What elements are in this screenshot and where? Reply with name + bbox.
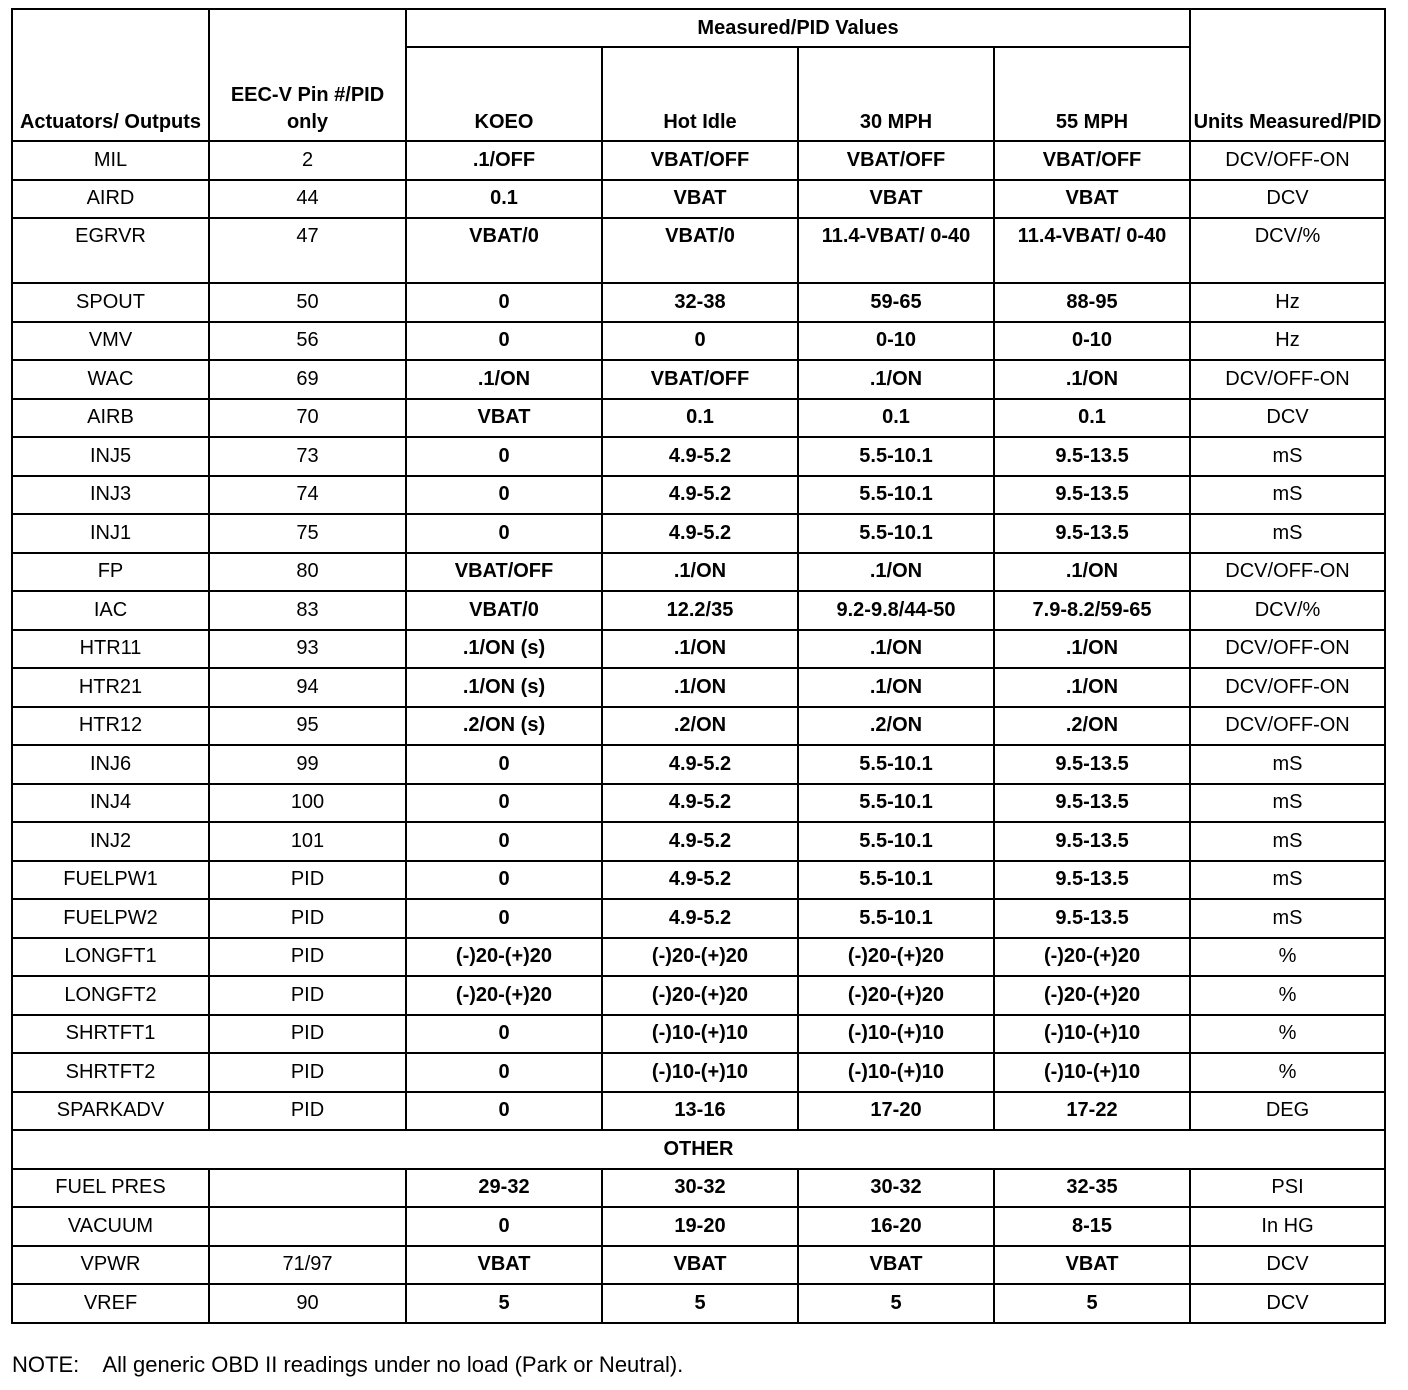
table-row	[12, 1015, 1385, 1054]
measured-value: 0	[406, 861, 602, 900]
pin-value: PID	[209, 938, 406, 977]
actuator-name: VMV	[12, 322, 209, 361]
pin-value: 90	[209, 1284, 406, 1323]
measured-value: 9.5-13.5	[994, 476, 1190, 515]
table-row	[12, 180, 1385, 219]
units-value: DCV	[1190, 1284, 1385, 1323]
measured-value: .1/ON	[602, 553, 798, 592]
measured-value: 5	[602, 1284, 798, 1323]
header-measured-group: Measured/PID Values	[406, 9, 1190, 47]
table-row	[12, 899, 1385, 938]
measured-value: 0	[406, 283, 602, 322]
units-value: mS	[1190, 476, 1385, 515]
table-row	[12, 514, 1385, 553]
measured-value: 0	[406, 899, 602, 938]
measured-value: 7.9-8.2/59-65	[994, 591, 1190, 630]
units-value: DEG	[1190, 1092, 1385, 1131]
actuator-name: INJ4	[12, 784, 209, 823]
measured-value: 4.9-5.2	[602, 861, 798, 900]
measured-value: 0	[406, 822, 602, 861]
header-actuators: Actuators/ Outputs	[12, 9, 209, 141]
actuator-name: SHRTFT2	[12, 1053, 209, 1092]
table-row	[12, 630, 1385, 669]
measured-value: VBAT	[406, 399, 602, 438]
measured-value: 0	[406, 745, 602, 784]
measured-value: .1/ON	[798, 360, 994, 399]
pin-value: 56	[209, 322, 406, 361]
actuator-name: WAC	[12, 360, 209, 399]
units-value: mS	[1190, 784, 1385, 823]
measured-value: .2/ON	[798, 707, 994, 746]
pin-value: 71/97	[209, 1246, 406, 1285]
actuator-name: AIRB	[12, 399, 209, 438]
measured-value: 9.5-13.5	[994, 745, 1190, 784]
units-value: DCV/OFF-ON	[1190, 553, 1385, 592]
table-row	[12, 283, 1385, 322]
table-row	[12, 938, 1385, 977]
units-value: DCV/OFF-ON	[1190, 707, 1385, 746]
measured-value: 11.4-VBAT/ 0-40	[994, 218, 1190, 283]
units-value: %	[1190, 976, 1385, 1015]
measured-value: .2/ON	[994, 707, 1190, 746]
table-row	[12, 861, 1385, 900]
measured-value: (-)20-(+)20	[798, 976, 994, 1015]
units-value: %	[1190, 1015, 1385, 1054]
measured-value: 4.9-5.2	[602, 899, 798, 938]
table-row	[12, 745, 1385, 784]
actuator-name: SPOUT	[12, 283, 209, 322]
measured-value: (-)10-(+)10	[994, 1015, 1190, 1054]
pin-value	[209, 1207, 406, 1246]
units-value: DCV/%	[1190, 591, 1385, 630]
spec-table	[11, 8, 1386, 1324]
measured-value: .1/ON	[994, 630, 1190, 669]
measured-value: .1/OFF	[406, 141, 602, 180]
measured-value: 4.9-5.2	[602, 514, 798, 553]
measured-value: 29-32	[406, 1169, 602, 1208]
measured-value: VBAT	[798, 180, 994, 219]
measured-value: (-)20-(+)20	[406, 976, 602, 1015]
measured-value: 30-32	[602, 1169, 798, 1208]
measured-value: 30-32	[798, 1169, 994, 1208]
measured-value: 5.5-10.1	[798, 822, 994, 861]
measured-value: 5.5-10.1	[798, 899, 994, 938]
measured-value: .1/ON (s)	[406, 668, 602, 707]
measured-value: VBAT	[602, 1246, 798, 1285]
measured-value: .2/ON (s)	[406, 707, 602, 746]
actuator-name: FUELPW2	[12, 899, 209, 938]
units-value: DCV	[1190, 399, 1385, 438]
measured-value: 32-38	[602, 283, 798, 322]
measured-value: VBAT/0	[602, 218, 798, 283]
actuator-name: FUEL PRES	[12, 1169, 209, 1208]
header-koeo: KOEO	[406, 47, 602, 141]
measured-value: 0	[406, 476, 602, 515]
measured-value: 0-10	[994, 322, 1190, 361]
pin-value: 73	[209, 437, 406, 476]
measured-value: .1/ON	[798, 668, 994, 707]
measured-value: 5.5-10.1	[798, 476, 994, 515]
units-value: mS	[1190, 437, 1385, 476]
measured-value: 4.9-5.2	[602, 437, 798, 476]
measured-value: 0	[406, 322, 602, 361]
measured-value: VBAT/0	[406, 218, 602, 283]
pin-value: 2	[209, 141, 406, 180]
actuator-name: SPARKADV	[12, 1092, 209, 1131]
pin-value: PID	[209, 1053, 406, 1092]
measured-value: 13-16	[602, 1092, 798, 1131]
measured-value: 5.5-10.1	[798, 784, 994, 823]
measured-value: (-)10-(+)10	[798, 1053, 994, 1092]
table-body	[12, 141, 1385, 1323]
measured-value: (-)20-(+)20	[602, 938, 798, 977]
measured-value: VBAT/OFF	[798, 141, 994, 180]
measured-value: 9.5-13.5	[994, 784, 1190, 823]
table-row	[12, 437, 1385, 476]
measured-value: 0.1	[798, 399, 994, 438]
pin-value: PID	[209, 899, 406, 938]
measured-value: VBAT/OFF	[994, 141, 1190, 180]
units-value: DCV	[1190, 1246, 1385, 1285]
table-row	[12, 1169, 1385, 1208]
pin-value: 80	[209, 553, 406, 592]
table-row	[12, 218, 1385, 283]
actuator-name: MIL	[12, 141, 209, 180]
measured-value: (-)20-(+)20	[994, 938, 1190, 977]
actuator-name: LONGFT1	[12, 938, 209, 977]
measured-value: .1/ON	[406, 360, 602, 399]
units-value: DCV/OFF-ON	[1190, 668, 1385, 707]
measured-value: VBAT/OFF	[406, 553, 602, 592]
actuator-name: FUELPW1	[12, 861, 209, 900]
units-value: DCV/OFF-ON	[1190, 630, 1385, 669]
pin-value: 74	[209, 476, 406, 515]
pin-value: PID	[209, 976, 406, 1015]
pin-value: 50	[209, 283, 406, 322]
actuator-name: AIRD	[12, 180, 209, 219]
measured-value: 5	[798, 1284, 994, 1323]
table-row	[12, 1092, 1385, 1131]
measured-value: 0.1	[994, 399, 1190, 438]
measured-value: 0	[406, 1207, 602, 1246]
measured-value: 5.5-10.1	[798, 514, 994, 553]
measured-value: 5.5-10.1	[798, 745, 994, 784]
measured-value: 9.5-13.5	[994, 822, 1190, 861]
measured-value: VBAT	[994, 180, 1190, 219]
actuator-name: INJ2	[12, 822, 209, 861]
actuator-name: HTR11	[12, 630, 209, 669]
measured-value: 0	[406, 1092, 602, 1131]
actuator-name: INJ5	[12, 437, 209, 476]
pin-value: 101	[209, 822, 406, 861]
measured-value: 9.5-13.5	[994, 861, 1190, 900]
measured-value: .1/ON	[602, 630, 798, 669]
actuator-name: IAC	[12, 591, 209, 630]
table-row	[12, 1284, 1385, 1323]
measured-value: (-)10-(+)10	[602, 1015, 798, 1054]
pin-value: 99	[209, 745, 406, 784]
actuator-name: VPWR	[12, 1246, 209, 1285]
measured-value: .1/ON	[602, 668, 798, 707]
section-label: OTHER	[12, 1130, 1385, 1169]
pin-value: 100	[209, 784, 406, 823]
measured-value: VBAT	[798, 1246, 994, 1285]
measured-value: 0	[406, 1053, 602, 1092]
units-value: DCV/OFF-ON	[1190, 141, 1385, 180]
measured-value: 5.5-10.1	[798, 861, 994, 900]
pin-value: 83	[209, 591, 406, 630]
units-value: PSI	[1190, 1169, 1385, 1208]
measured-value: 9.5-13.5	[994, 437, 1190, 476]
measured-value: 0.1	[602, 399, 798, 438]
table-row	[12, 141, 1385, 180]
table-row	[12, 784, 1385, 823]
pin-value: 69	[209, 360, 406, 399]
measured-value: 59-65	[798, 283, 994, 322]
pin-value: 94	[209, 668, 406, 707]
measured-value: 5	[406, 1284, 602, 1323]
measured-value: 0	[406, 784, 602, 823]
section-row-other	[12, 1130, 1385, 1169]
measured-value: VBAT	[994, 1246, 1190, 1285]
measured-value: 88-95	[994, 283, 1190, 322]
measured-value: 0	[602, 322, 798, 361]
units-value: Hz	[1190, 283, 1385, 322]
measured-value: 4.9-5.2	[602, 476, 798, 515]
measured-value: 0	[406, 1015, 602, 1054]
measured-value: 9.2-9.8/44-50	[798, 591, 994, 630]
table-row	[12, 822, 1385, 861]
measured-value: 32-35	[994, 1169, 1190, 1208]
pin-value: 47	[209, 218, 406, 283]
measured-value: .1/ON	[994, 668, 1190, 707]
table-row	[12, 707, 1385, 746]
table-row	[12, 553, 1385, 592]
header-pin: EEC-V Pin #/PID only	[209, 9, 406, 141]
table-row	[12, 1053, 1385, 1092]
measured-value: (-)10-(+)10	[994, 1053, 1190, 1092]
table-row	[12, 476, 1385, 515]
units-value: In HG	[1190, 1207, 1385, 1246]
footnote: NOTE: All generic OBD II readings under no load (Park or Neutral).	[12, 1352, 684, 1377]
actuator-name: INJ1	[12, 514, 209, 553]
units-value: mS	[1190, 899, 1385, 938]
actuator-name: EGRVR	[12, 218, 209, 283]
pin-value: PID	[209, 1015, 406, 1054]
measured-value: 5	[994, 1284, 1190, 1323]
pin-value: 95	[209, 707, 406, 746]
units-value: %	[1190, 938, 1385, 977]
measured-value: 9.5-13.5	[994, 899, 1190, 938]
measured-value: .1/ON (s)	[406, 630, 602, 669]
measured-value: 17-20	[798, 1092, 994, 1131]
measured-value: 5.5-10.1	[798, 437, 994, 476]
table-row	[12, 976, 1385, 1015]
measured-value: (-)20-(+)20	[406, 938, 602, 977]
header-30-mph: 30 MPH	[798, 47, 994, 141]
measured-value: .2/ON	[602, 707, 798, 746]
pin-value	[209, 1169, 406, 1208]
measured-value: VBAT/0	[406, 591, 602, 630]
header-55-mph: 55 MPH	[994, 47, 1190, 141]
measured-value: (-)20-(+)20	[602, 976, 798, 1015]
measured-value: .1/ON	[798, 553, 994, 592]
measured-value: VBAT	[406, 1246, 602, 1285]
pin-value: PID	[209, 1092, 406, 1131]
units-value: DCV/OFF-ON	[1190, 360, 1385, 399]
table-row	[12, 360, 1385, 399]
measured-value: (-)10-(+)10	[798, 1015, 994, 1054]
actuator-name: VACUUM	[12, 1207, 209, 1246]
measured-value: (-)20-(+)20	[798, 938, 994, 977]
units-value: DCV/%	[1190, 218, 1385, 283]
measured-value: 17-22	[994, 1092, 1190, 1131]
header-units: Units Measured/PID	[1190, 9, 1385, 141]
units-value: %	[1190, 1053, 1385, 1092]
units-value: mS	[1190, 861, 1385, 900]
measured-value: .1/ON	[994, 553, 1190, 592]
measured-value: 4.9-5.2	[602, 745, 798, 784]
measured-value: 4.9-5.2	[602, 822, 798, 861]
units-value: mS	[1190, 514, 1385, 553]
actuator-name: HTR12	[12, 707, 209, 746]
header-row-group	[12, 9, 1385, 47]
measured-value: 11.4-VBAT/ 0-40	[798, 218, 994, 283]
table-row	[12, 322, 1385, 361]
measured-value: 0	[406, 514, 602, 553]
measured-value: VBAT	[602, 180, 798, 219]
table-row	[12, 591, 1385, 630]
pin-value: PID	[209, 861, 406, 900]
measured-value: (-)20-(+)20	[994, 976, 1190, 1015]
units-value: Hz	[1190, 322, 1385, 361]
header-hot-idle: Hot Idle	[602, 47, 798, 141]
measured-value: 0	[406, 437, 602, 476]
table-row	[12, 399, 1385, 438]
measured-value: 4.9-5.2	[602, 784, 798, 823]
measured-value: 12.2/35	[602, 591, 798, 630]
actuator-name: LONGFT2	[12, 976, 209, 1015]
actuator-name: HTR21	[12, 668, 209, 707]
measured-value: VBAT/OFF	[602, 141, 798, 180]
measured-value: VBAT/OFF	[602, 360, 798, 399]
measured-value: 0.1	[406, 180, 602, 219]
pin-value: 44	[209, 180, 406, 219]
units-value: DCV	[1190, 180, 1385, 219]
actuator-name: INJ6	[12, 745, 209, 784]
actuator-name: SHRTFT1	[12, 1015, 209, 1054]
measured-value: (-)10-(+)10	[602, 1053, 798, 1092]
actuator-name: VREF	[12, 1284, 209, 1323]
measured-value: 0-10	[798, 322, 994, 361]
pin-value: 70	[209, 399, 406, 438]
measured-value: .1/ON	[994, 360, 1190, 399]
table-row	[12, 1207, 1385, 1246]
actuator-name: INJ3	[12, 476, 209, 515]
measured-value: 8-15	[994, 1207, 1190, 1246]
measured-value: .1/ON	[798, 630, 994, 669]
measured-value: 19-20	[602, 1207, 798, 1246]
units-value: mS	[1190, 822, 1385, 861]
actuator-name: FP	[12, 553, 209, 592]
table-row	[12, 668, 1385, 707]
units-value: mS	[1190, 745, 1385, 784]
table-row	[12, 1246, 1385, 1285]
measured-value: 9.5-13.5	[994, 514, 1190, 553]
pin-value: 93	[209, 630, 406, 669]
measured-value: 16-20	[798, 1207, 994, 1246]
pin-value: 75	[209, 514, 406, 553]
